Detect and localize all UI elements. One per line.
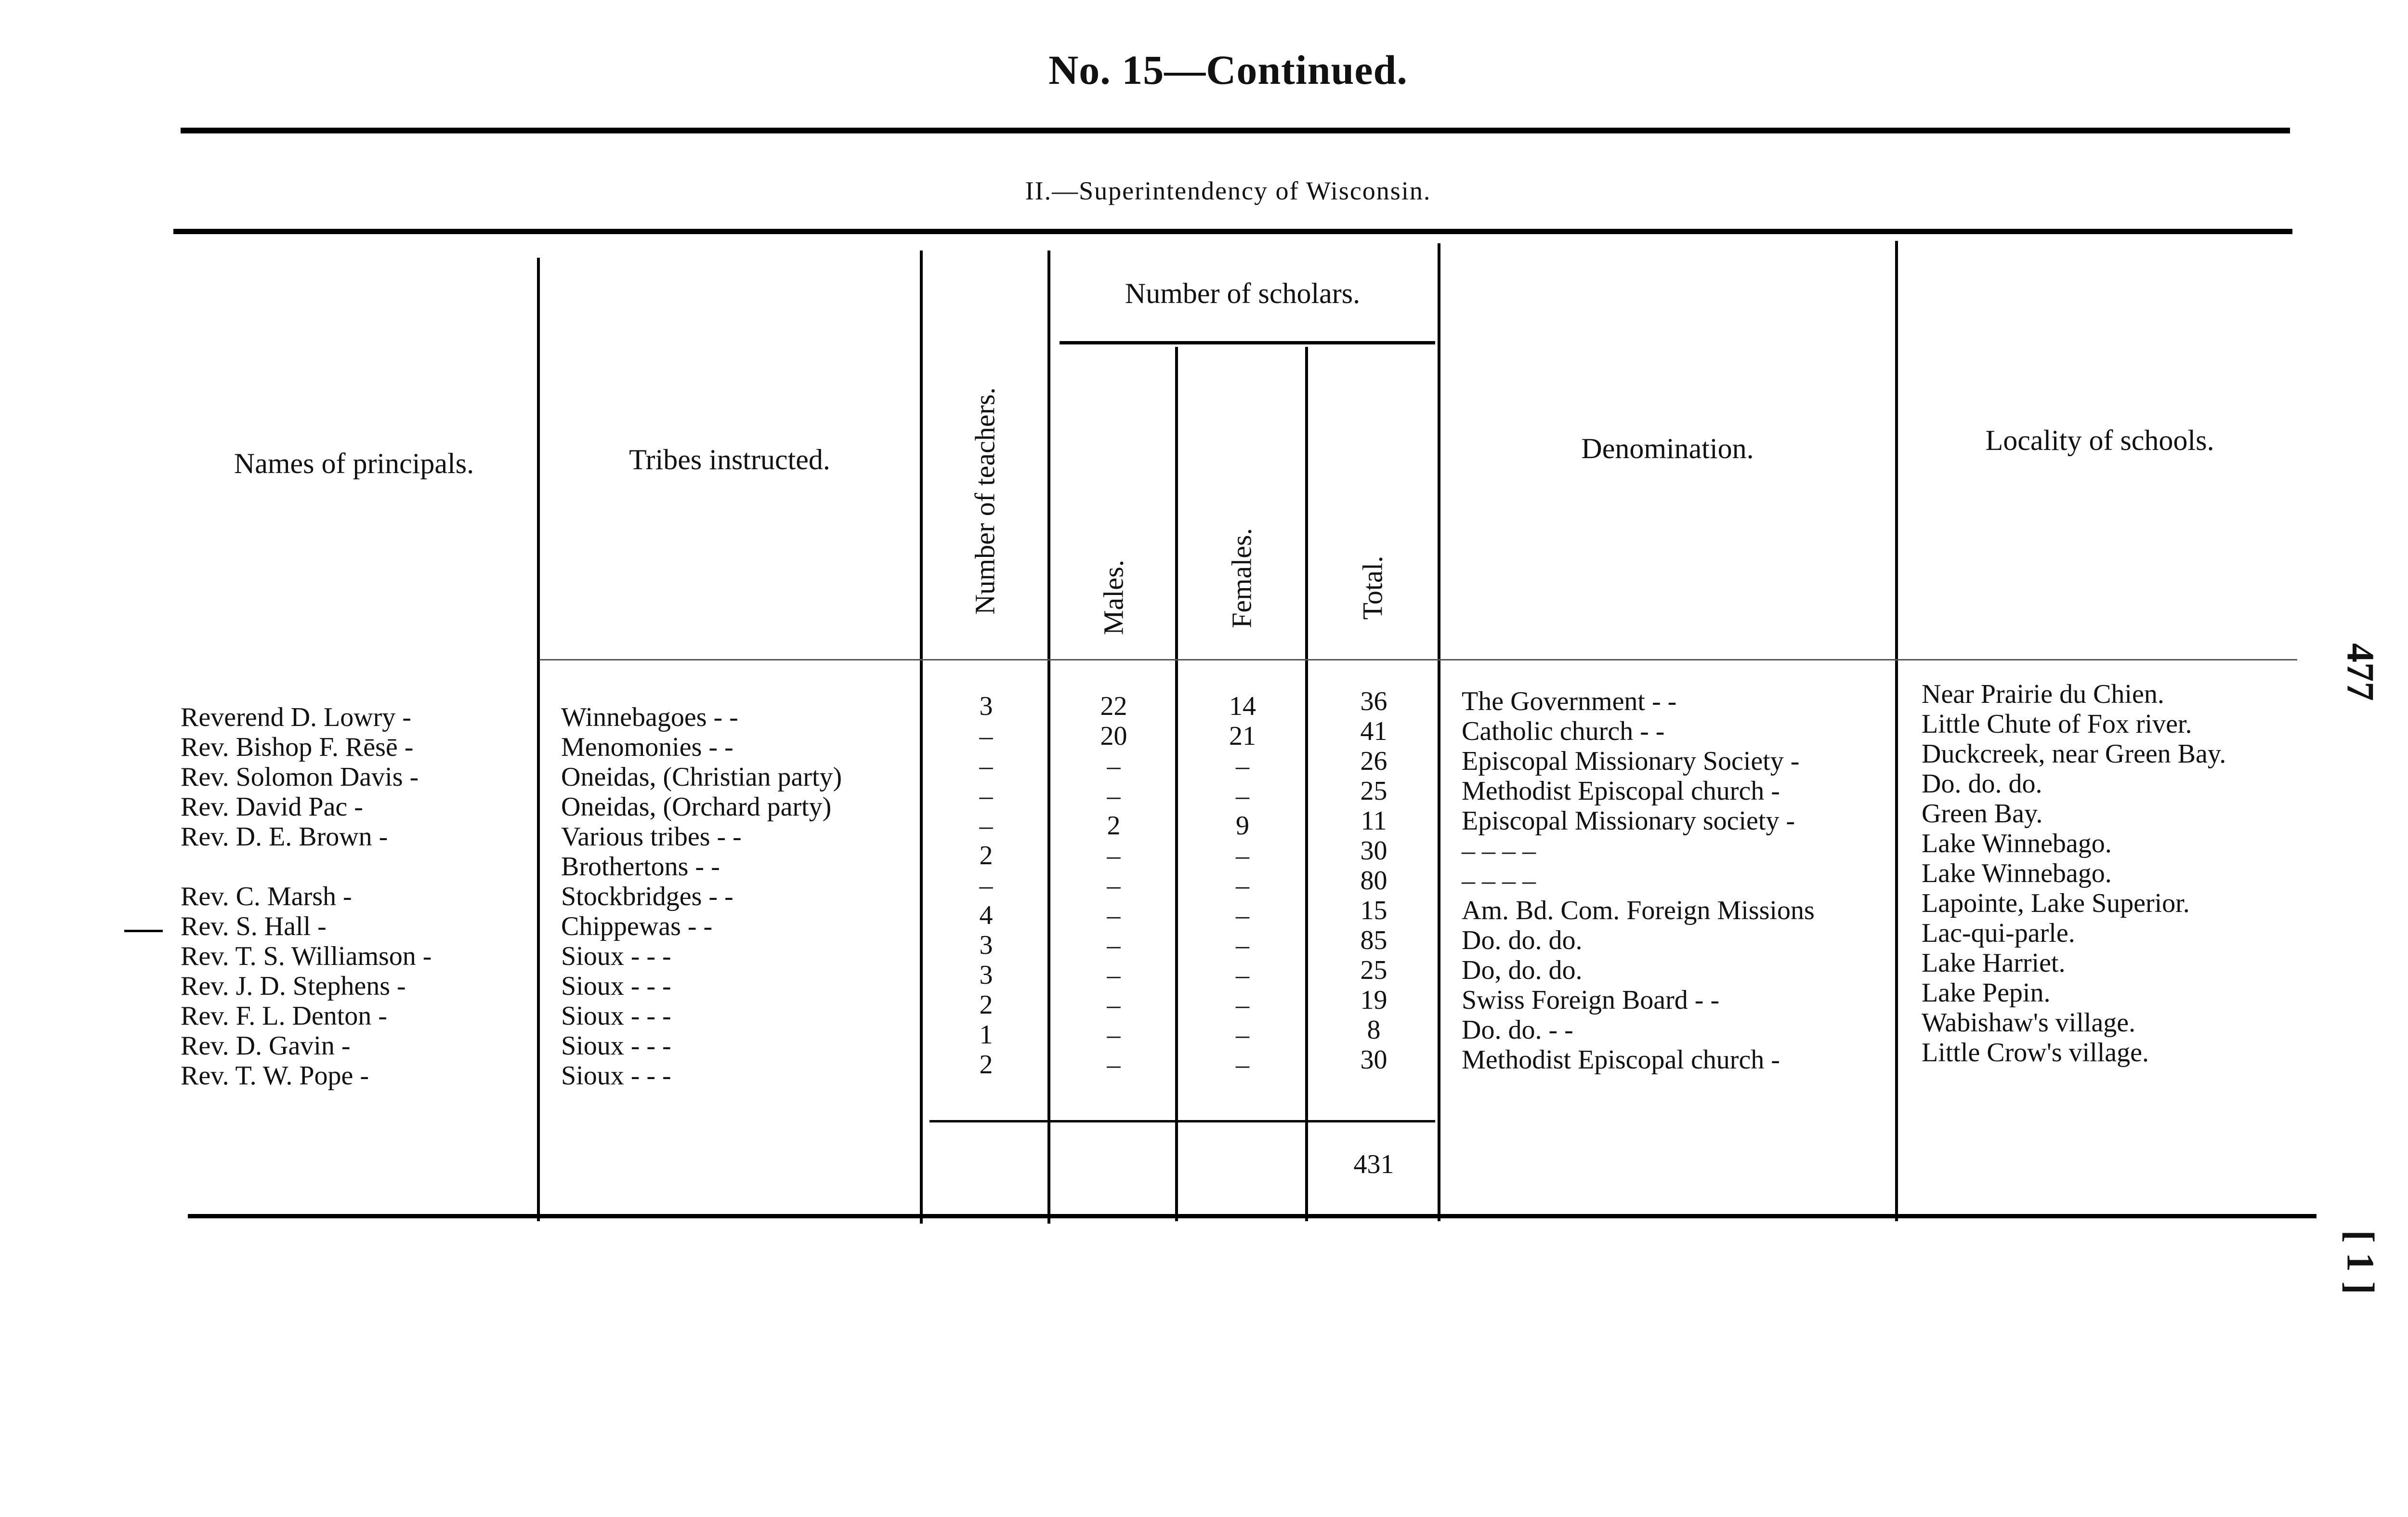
denomination-name: Episcopal Missionary society - — [1462, 806, 1795, 836]
totals-column — [1312, 686, 1435, 1075]
denomination-column — [1462, 686, 1893, 1075]
row-total: 85 — [1360, 925, 1387, 955]
male-count: – — [1107, 781, 1121, 811]
principal-name: Rev. T. S. Williamson - — [181, 941, 432, 971]
locality-name: Little Crow's village. — [1922, 1038, 2149, 1068]
locality-name: Lake Winnebago. — [1922, 829, 2112, 858]
row-total: 19 — [1360, 985, 1387, 1015]
scholars-group-rule — [1060, 341, 1435, 344]
row-total: 11 — [1361, 806, 1387, 836]
teacher-count: 1 — [979, 1020, 993, 1050]
principal-name: Rev. C. Marsh - — [181, 882, 352, 911]
row-total: 25 — [1360, 776, 1387, 806]
column-divider — [537, 258, 540, 1221]
header-total: Total. — [1357, 555, 1388, 620]
teacher-count: 2 — [979, 1050, 993, 1080]
column-divider — [1175, 347, 1178, 1221]
denomination-name: Swiss Foreign Board - - — [1462, 985, 1720, 1015]
female-count: – — [1236, 781, 1249, 811]
teacher-count: – — [979, 871, 993, 900]
tribe-name: Menomonies - - — [561, 732, 733, 762]
principal-name: Rev. Solomon Davis - — [181, 762, 419, 792]
principal-name: Rev. D. Gavin - — [181, 1031, 351, 1061]
row-total: 80 — [1360, 866, 1387, 896]
tribe-name: Chippewas - - — [561, 911, 713, 941]
female-count: – — [1236, 960, 1249, 990]
denomination-name: The Government - - — [1462, 686, 1677, 716]
column-divider — [1305, 347, 1308, 1221]
denomination-name: Do. do. - - — [1462, 1015, 1573, 1045]
locality-name: Wabishaw's village. — [1922, 1008, 2136, 1038]
teacher-count: 3 — [979, 930, 993, 960]
denomination-name: – – – – — [1462, 836, 1536, 866]
principal-name: Rev. F. L. Denton - — [181, 1001, 387, 1031]
locality-name: Lake Pepin. — [1922, 978, 2051, 1008]
grand-total: 431 — [1353, 1149, 1394, 1179]
header-males: Males. — [1098, 559, 1129, 635]
header-females: Females. — [1226, 528, 1257, 628]
teacher-count: 3 — [979, 960, 993, 990]
tribe-name: Sioux - - - — [561, 941, 671, 971]
denomination-name: – – – – — [1462, 866, 1536, 896]
male-count: – — [1107, 990, 1121, 1020]
row-total: 15 — [1360, 896, 1387, 925]
female-count: – — [1236, 1020, 1249, 1050]
teacher-count: – — [979, 811, 993, 841]
principal-name: Reverend D. Lowry - — [181, 702, 411, 732]
male-count: – — [1107, 930, 1121, 960]
principals-column — [181, 702, 532, 1091]
principal-name — [181, 852, 532, 882]
header-locality: Locality of schools. — [1985, 424, 2214, 456]
male-count: – — [1107, 1050, 1121, 1080]
tribe-name: Winnebagoes - - — [561, 702, 738, 732]
principal-name: Rev. David Pac - — [181, 792, 363, 822]
tribe-name: Sioux - - - — [561, 971, 671, 1001]
locality-name: Lac-qui-parle. — [1922, 918, 2075, 948]
locality-name: Do. do. do. — [1922, 769, 2042, 799]
column-divider — [1438, 243, 1440, 1221]
tribe-name: Oneidas, (Orchard party) — [561, 792, 832, 822]
header-tribes: Tribes instructed. — [629, 444, 830, 475]
row-total: 25 — [1360, 955, 1387, 985]
denomination-name: Do. do. do. — [1462, 925, 1583, 955]
tribe-name: Stockbridges - - — [561, 882, 733, 911]
male-count: 22 — [1100, 691, 1127, 721]
female-count: – — [1236, 751, 1249, 781]
tribe-name: Sioux - - - — [561, 1001, 671, 1031]
locality-name: Duckcreek, near Green Bay. — [1922, 739, 2226, 769]
teacher-count: – — [979, 781, 993, 811]
row-total: 26 — [1360, 746, 1387, 776]
denomination-name: Methodist Episcopal church - — [1462, 1045, 1780, 1075]
document-reference: [ 1 ] — [2339, 1230, 2382, 1294]
principal-name: Rev. S. Hall - — [181, 911, 327, 941]
subtitle-rule — [173, 229, 2292, 234]
teacher-count: 2 — [979, 841, 993, 871]
locality-name: Lake Winnebago. — [1922, 858, 2112, 888]
male-count: – — [1107, 751, 1121, 781]
column-divider — [920, 251, 923, 1224]
page-title: No. 15—Continued. — [1048, 47, 1408, 93]
table-subtitle: II.—Superintendency of Wisconsin. — [1025, 176, 1431, 205]
tribe-name: Sioux - - - — [561, 1031, 671, 1061]
denomination-name: Episcopal Missionary Society - — [1462, 746, 1800, 776]
tribe-name: Oneidas, (Christian party) — [561, 762, 842, 792]
teacher-count: 4 — [979, 900, 993, 930]
page-number: 477 — [2339, 643, 2382, 701]
teacher-count: 2 — [979, 990, 993, 1020]
females-column — [1182, 691, 1303, 1080]
locality-name: Lake Harriet. — [1922, 948, 2066, 978]
female-count: – — [1236, 990, 1249, 1020]
denomination-name: Am. Bd. Com. Foreign Missions — [1462, 896, 1815, 925]
header-teachers: Number of teachers. — [969, 387, 1001, 615]
tribe-name: Various tribes - - — [561, 822, 742, 852]
principal-name: Rev. D. E. Brown - — [181, 822, 388, 852]
row-total: 30 — [1360, 836, 1387, 866]
female-count: – — [1236, 841, 1249, 871]
row-total: 30 — [1360, 1045, 1387, 1075]
male-count: – — [1107, 960, 1121, 990]
header-denomination: Denomination. — [1581, 433, 1754, 464]
female-count: – — [1236, 871, 1249, 900]
locality-name: Little Chute of Fox river. — [1922, 709, 2192, 739]
principal-name: Rev. T. W. Pope - — [181, 1061, 369, 1091]
female-count: 14 — [1229, 691, 1256, 721]
teachers-column — [927, 691, 1045, 1080]
header-rule — [539, 659, 2297, 660]
locality-name: Green Bay. — [1922, 799, 2043, 829]
tribes-column — [561, 702, 917, 1091]
margin-mark — [124, 930, 163, 932]
column-divider — [1895, 241, 1898, 1221]
male-count: – — [1107, 871, 1121, 900]
header-principals: Names of principals. — [234, 448, 474, 479]
principal-name: Rev. Bishop F. Rēsē - — [181, 732, 414, 762]
male-count: 20 — [1100, 721, 1127, 751]
row-total: 41 — [1360, 716, 1387, 746]
female-count: 21 — [1229, 721, 1256, 751]
total-rule — [929, 1120, 1435, 1122]
tribe-name: Brothertons - - — [561, 852, 720, 882]
teacher-count: 3 — [979, 691, 993, 721]
male-count: – — [1107, 900, 1121, 930]
locality-column — [1922, 679, 2312, 1068]
male-count: – — [1107, 841, 1121, 871]
denomination-name: Methodist Episcopal church - — [1462, 776, 1780, 806]
female-count: 9 — [1236, 811, 1249, 841]
row-total: 8 — [1367, 1015, 1381, 1045]
locality-name: Lapointe, Lake Superior. — [1922, 888, 2190, 918]
denomination-name: Catholic church - - — [1462, 716, 1665, 746]
female-count: – — [1236, 930, 1249, 960]
male-count: 2 — [1107, 811, 1121, 841]
column-divider — [1047, 251, 1050, 1224]
row-total: 36 — [1360, 686, 1387, 716]
principal-name: Rev. J. D. Stephens - — [181, 971, 406, 1001]
header-scholars: Number of scholars. — [1125, 277, 1361, 309]
denomination-name: Do, do. do. — [1462, 955, 1583, 985]
female-count: – — [1236, 900, 1249, 930]
teacher-count: – — [979, 721, 993, 751]
title-rule — [181, 128, 2290, 133]
locality-name: Near Prairie du Chien. — [1922, 679, 2164, 709]
tribe-name: Sioux - - - — [561, 1061, 671, 1091]
female-count: – — [1236, 1050, 1249, 1080]
males-column — [1055, 691, 1173, 1080]
teacher-count: – — [979, 751, 993, 781]
male-count: – — [1107, 1020, 1121, 1050]
table-bottom-rule — [188, 1214, 2316, 1218]
